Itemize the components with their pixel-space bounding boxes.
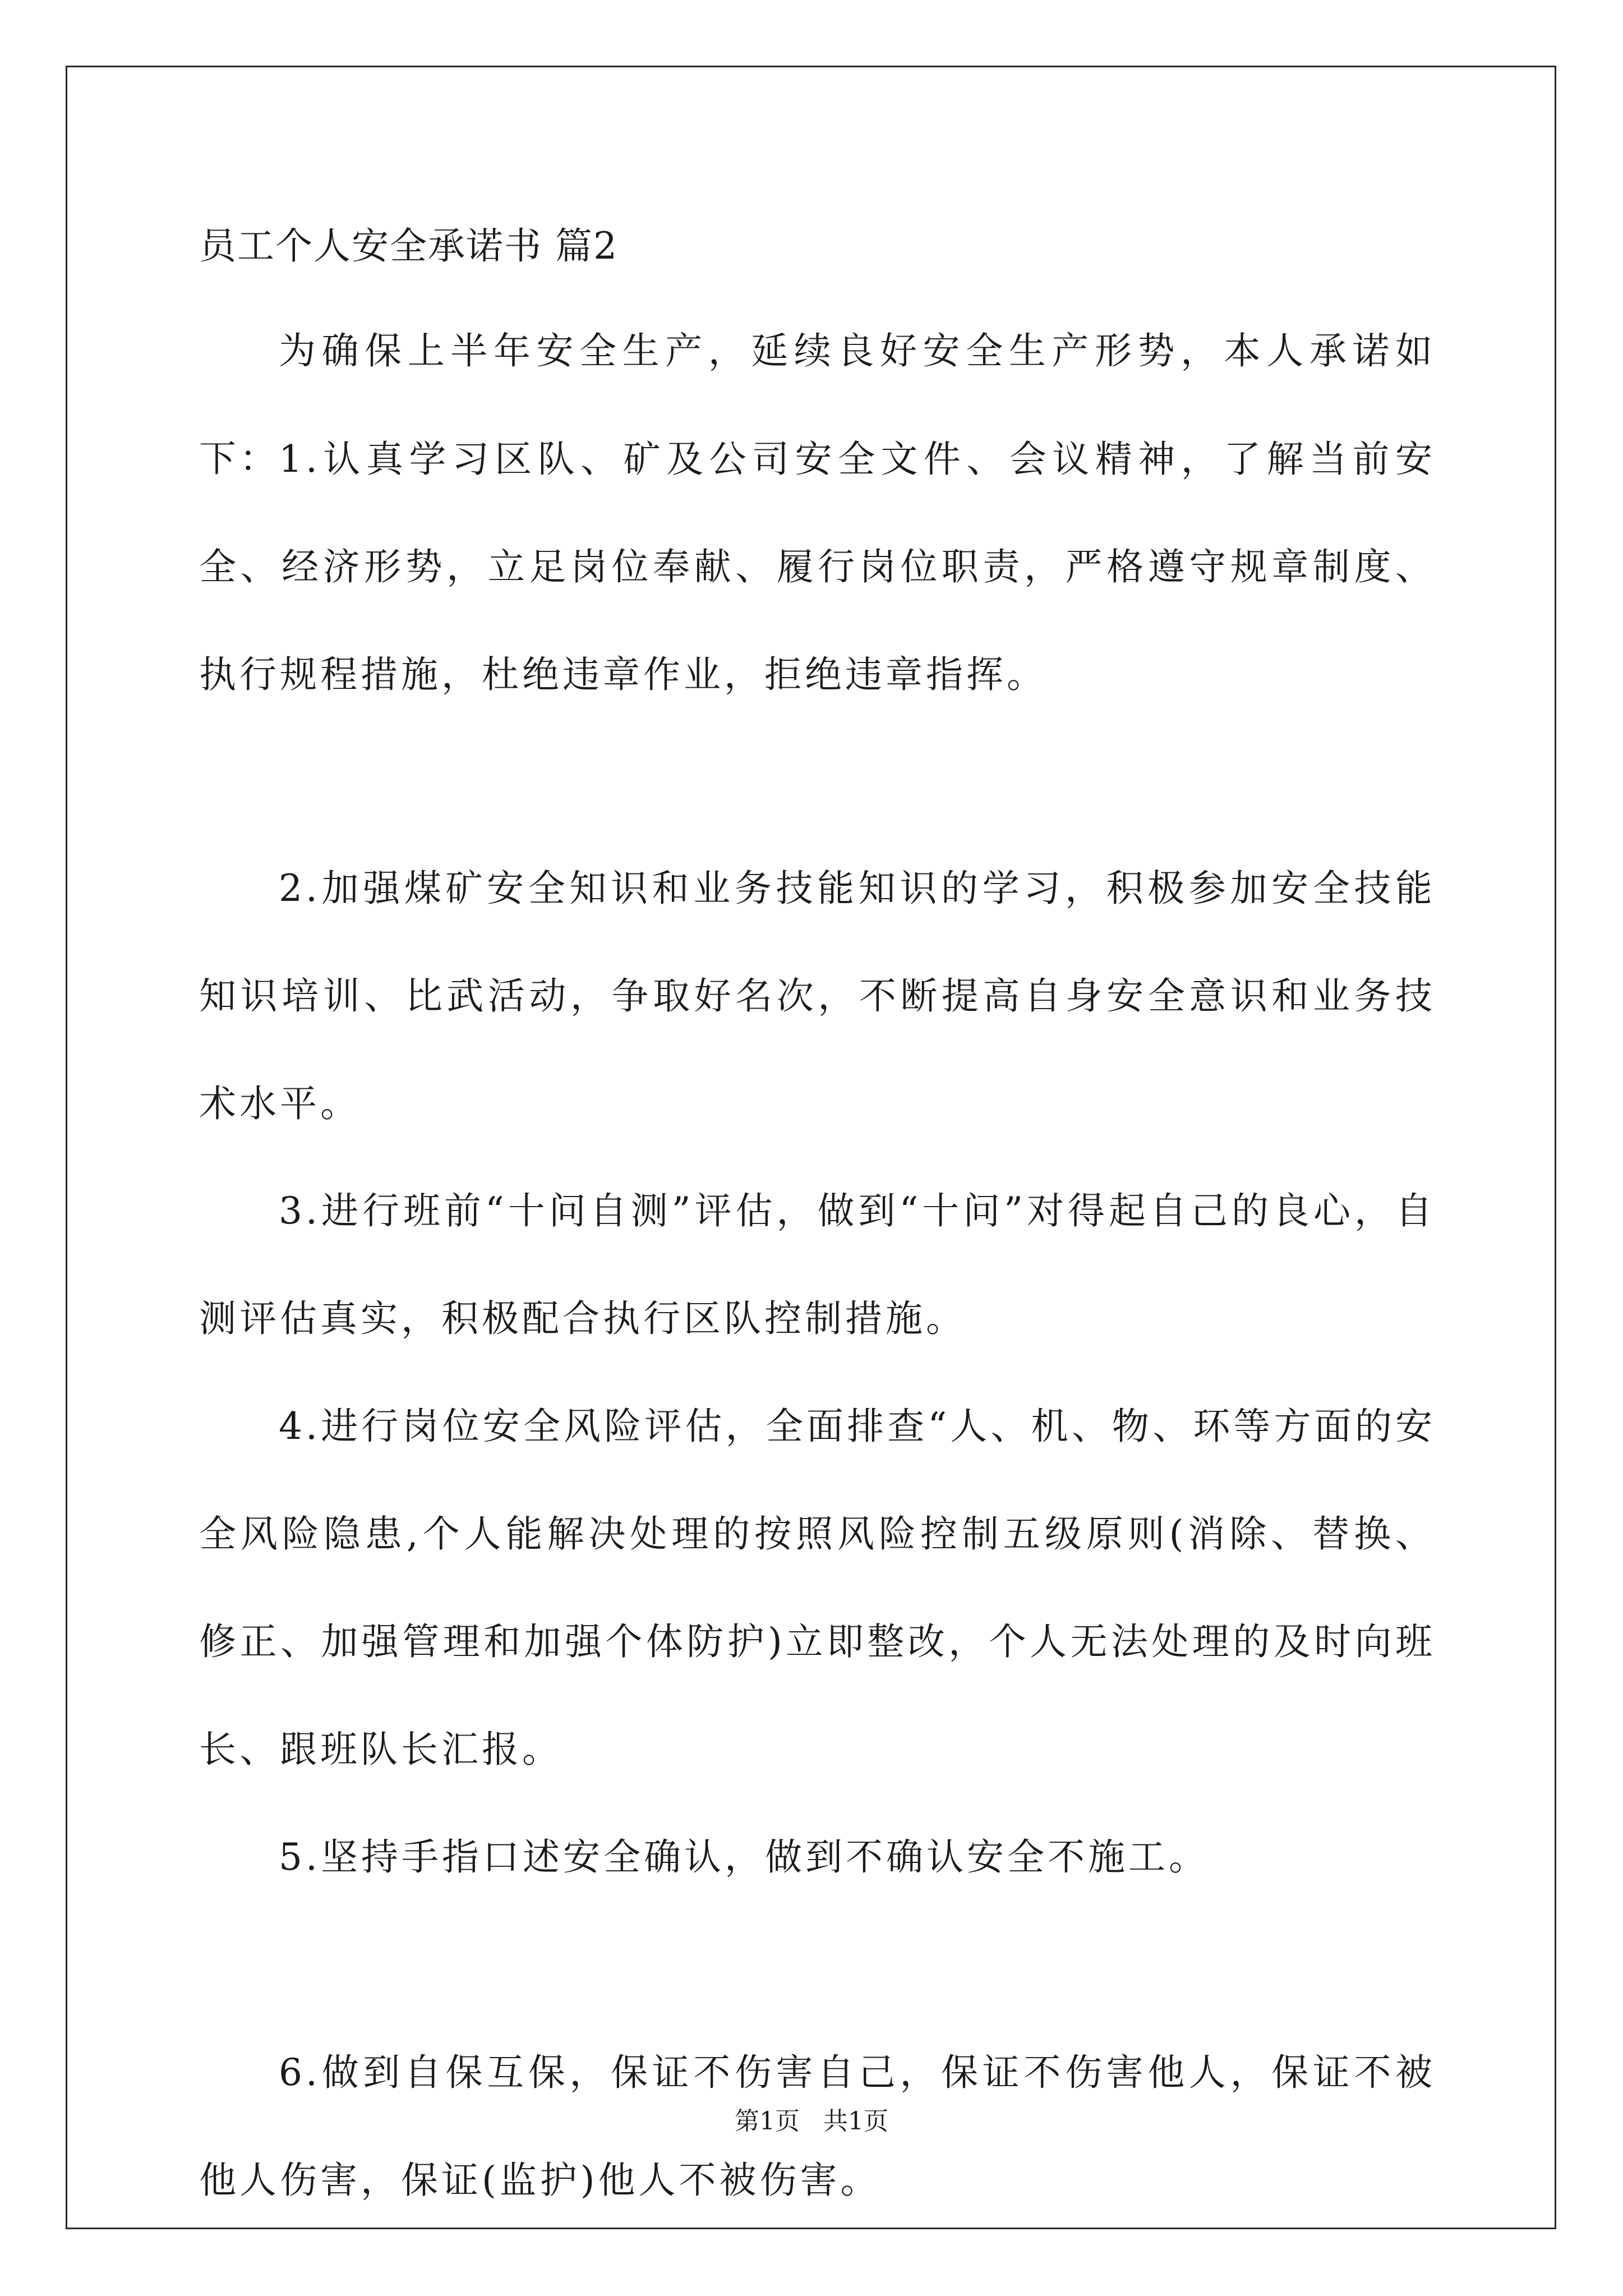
page-number-footer: 第1页 共1页 (735, 2107, 888, 2136)
commitment-item-5: 5.坚持手指口述安全确认，做到不确认安全不施工。 (279, 1835, 1209, 1879)
commitment-item-3: 3.进行班前“十问自测”评估，做到“十问”对得起自己的良心，自测评估真实，积极配合执行区队控制措施。 (199, 1189, 1436, 1340)
commitment-item-2: 2.加强煤矿安全知识和业务技能知识的学习，积极参加安全技能知识培训、比武活动，争取好名次，不断提高自身安全意识和业务技术水平。 (199, 867, 1436, 1125)
commitment-item-4: 4.进行岗位安全风险评估，全面排查“人、机、物、环等方面的安全风险隐患,个人能解决处理的按照风险控制五级原则(消除、替换、修正、加强管理和加强个体防护)立即整改，个人无法处理的及时向班长、跟班队长汇报。 (199, 1405, 1436, 1771)
commitment-item-6: 6.做到自保互保，保证不伤害自己，保证不伤害他人，保证不被他人伤害，保证(监护)他人不被伤害。 (199, 2051, 1436, 2202)
document-title: 员工个人安全承诺书 篇2 (199, 224, 618, 268)
intro-paragraph: 为确保上半年安全生产，延续良好安全生产形势，本人承诺如下： (199, 329, 1436, 480)
commitment-item-1: 1.认真学习区队、矿及公司安全文件、会议精神，了解当前安全、经济形势，立足岗位奉献、履行岗位职责，严格遵守规章制度、执行规程措施，杜绝违章作业，拒绝违章指挥。 (199, 438, 1436, 696)
